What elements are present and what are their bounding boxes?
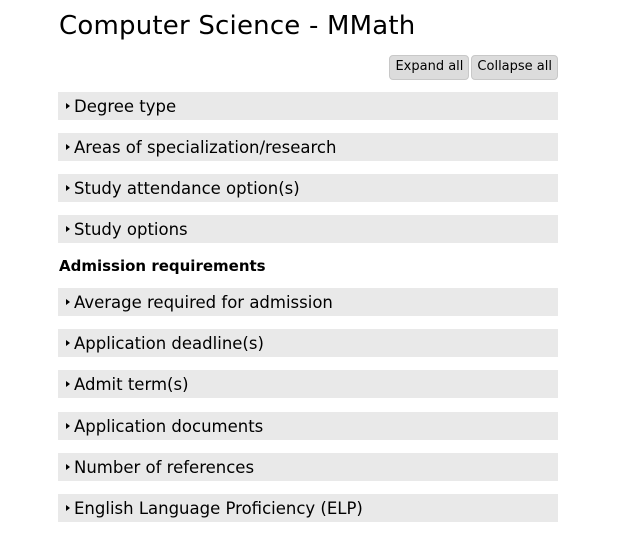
caret-right-icon [66, 464, 70, 470]
expand-all-button[interactable]: Expand all [389, 55, 469, 80]
caret-right-icon [66, 381, 70, 387]
admission-requirements-heading: Admission requirements [59, 257, 266, 275]
caret-right-icon [66, 423, 70, 429]
accordion-label: Number of references [74, 457, 255, 477]
accordion-number-of-references[interactable] [58, 453, 558, 481]
accordion-average-required[interactable] [58, 288, 558, 316]
caret-right-icon [66, 103, 70, 109]
accordion-degree-type[interactable] [58, 92, 558, 120]
accordion-application-documents[interactable] [58, 412, 558, 440]
accordion-label: Study attendance option(s) [74, 178, 300, 198]
accordion-areas-of-specialization[interactable] [58, 133, 558, 161]
caret-right-icon [66, 144, 70, 150]
collapse-all-button[interactable]: Collapse all [471, 55, 558, 80]
caret-right-icon [66, 226, 70, 232]
accordion-study-options[interactable] [58, 215, 558, 243]
accordion-label: Application deadline(s) [74, 333, 264, 353]
accordion-label: Study options [74, 219, 188, 239]
accordion-application-deadlines[interactable] [58, 329, 558, 357]
accordion-admit-terms[interactable] [58, 370, 558, 398]
accordion-label: English Language Proficiency (ELP) [74, 498, 363, 518]
accordion-label: Degree type [74, 96, 177, 116]
accordion-label: Average required for admission [74, 292, 333, 312]
accordion-label: Admit term(s) [74, 374, 189, 394]
caret-right-icon [66, 299, 70, 305]
accordion-study-attendance[interactable] [58, 174, 558, 202]
caret-right-icon [66, 505, 70, 511]
caret-right-icon [66, 340, 70, 346]
page-title: Computer Science - MMath [59, 11, 416, 41]
caret-right-icon [66, 185, 70, 191]
accordion-toolbar [389, 55, 558, 80]
accordion-label: Application documents [74, 416, 264, 436]
accordion-label: Areas of specialization/research [74, 137, 337, 157]
accordion-english-language-proficiency[interactable] [58, 494, 558, 522]
